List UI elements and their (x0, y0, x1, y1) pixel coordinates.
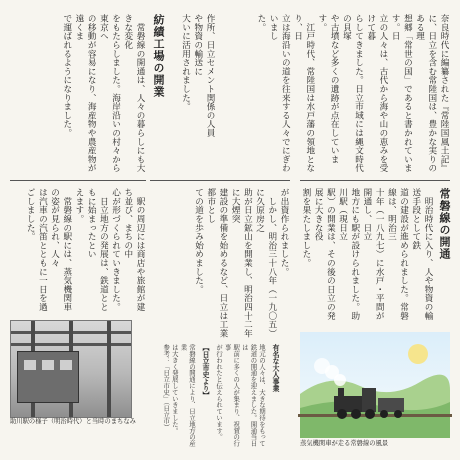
train-illustration (300, 332, 450, 438)
note-b-text: 常磐線の開通により、日立地方の産業 は大きく発展していきました。 参考：「日立市史」（日立市） (162, 344, 196, 447)
divider-right (300, 180, 450, 181)
note-a-text: 地元の人々は、大きな期待をもって 鉄道の開通を迎えました。開通当日は 駅前に多くの人が集まり、祝賀の行事 が行われたと伝えられています。 (215, 344, 266, 447)
divider-mid (150, 180, 290, 181)
body-text-left-bottom: 駅の周辺には商店や旅館が建ち並び、まちの中 心が形づくられていきました。 日立地方の発展は、鉄道とともに始まったとい えます。 常磐線の駅には、蒸気機関車の姿が見られ、人々 は汽車の汽笛とともに一日を過ごしました。 (25, 188, 145, 312)
body-text-left-top: 常磐線の開通は、人々の暮らしにも大きな変化 をもたらしました。海岸沿いの村々から東京へ の移動が容易になり、海産物や農産物が遠くま で運ばれるようになりました。 (61, 14, 145, 173)
heading-jobanline: 常磐線の開通 (438, 188, 451, 260)
illustration-caption: 蒸気機関車が走る常磐線の風景 (300, 440, 389, 447)
note-b-title: 【日立市史より】 (201, 344, 209, 399)
body-text-right-bottom: 明治時代に入り、人や物資の輸送手段として鉄 道の建設が進められました。常磐線は、明治三 十年（一八九七）に水戸・平間が開通し、日立 地方にも駅が設けられました。助川駅（現日立 駅）の開業は、その後の日立の発展に大きな役 割を果たしました。 (300, 188, 433, 320)
body-text-right-top: 奈良時代に編纂された『常陸国風土記』 に、日立を含む常陸国は、豊かな実りのある理 想郷「常世の国」であると書かれています。日 立の人々は、古代から海や山の恵みを受けて暮 らしてきました。日立市域には縄文時代の貝塚 や古墳など多くの遺跡が点在しています。 江戸時代、常陸国は水戸藩の領地となり、日 立は海沿いの道を往来する人々でにぎわいまし た。 (255, 14, 449, 173)
photo-caption: 助川駅の様子（明治時代）と当時のまちなみ (10, 418, 136, 425)
body-text-mid-bottom: が出資作られました。 しかし、明治三十八年（一九〇五）に久原房之 助が日立鉱山を開業し、明治四十二年に大煙突 建設の準備を始めるなど、日立は工業都市とし ての道を歩み始めました。 (193, 188, 289, 338)
divider-left (10, 180, 146, 181)
station-photo (10, 320, 132, 418)
note-a-title: 有名な大人事業 (271, 344, 279, 392)
body-text-mid-top: 作所、日立セメント関係の人員や物資の輸送に 大いに活用されました。 (180, 14, 215, 138)
heading-spinning: 紡績工場の開業 (152, 14, 165, 98)
